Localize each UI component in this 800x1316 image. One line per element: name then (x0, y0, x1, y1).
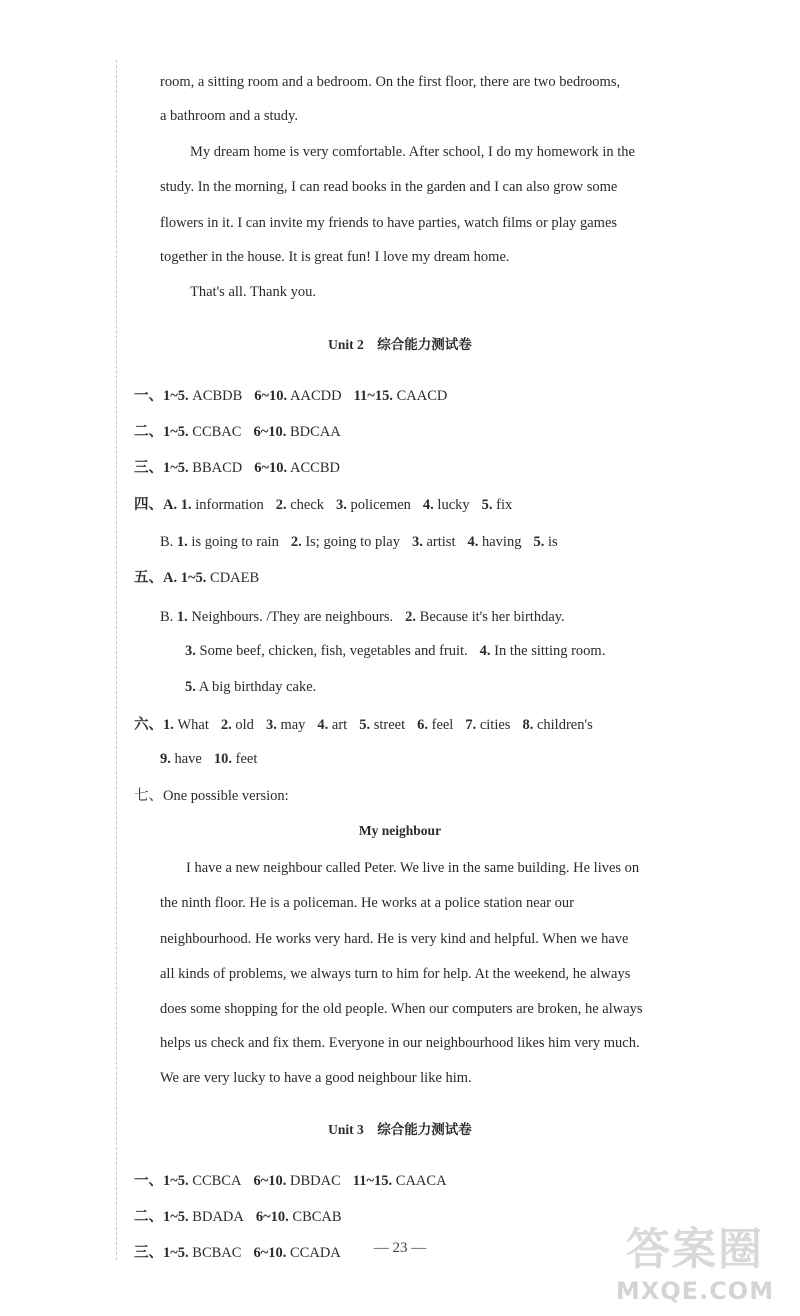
unit2-section-5a: 五、A. 1~5. CDAEB (134, 570, 260, 586)
unit2-section-6-line1: 六、1. What 2. old 3. may 4. art 5. street 6. feel 7. cities 8. children's (134, 717, 593, 733)
essay-line: room, a sitting room and a bedroom. On the first floor, there are two bedrooms, (160, 74, 621, 90)
unit3-section-2: 二、1~5. BDADA 6~10. CBCAB (134, 1209, 342, 1225)
essay-line: a bathroom and a study. (160, 108, 298, 124)
essay-line: the ninth floor. He is a policeman. He works at a police station near our (160, 895, 574, 911)
binding-margin-line (116, 60, 117, 1260)
unit2-section-4b: B. 1. is going to rain 2. Is; going to play 3. artist 4. having 5. is (160, 534, 558, 550)
essay-line: does some shopping for the old people. When our computers are broken, he always (160, 1001, 643, 1017)
essay-line: That's all. Thank you. (190, 284, 316, 300)
essay-line: I have a new neighbour called Peter. We live in the same building. He lives on (186, 860, 640, 876)
watermark-logo (610, 1225, 780, 1310)
essay-line: study. In the morning, I can read books in the garden and I can also grow some (160, 179, 618, 195)
essay-line: all kinds of problems, we always turn to him for help. At the weekend, he always (160, 966, 631, 982)
unit2-section-2: 二、1~5. CCBAC 6~10. BDCAA (134, 424, 341, 440)
unit3-section-3: 三、1~5. BCBAC 6~10. CCADA (134, 1245, 341, 1261)
unit2-section-7: 七、One possible version: (134, 788, 289, 804)
unit2-section-5b-line1: B. 1. Neighbours. /They are neighbours. 2. Because it's her birthday. (160, 609, 565, 625)
unit2-section-3: 三、1~5. BBACD 6~10. ACCBD (134, 460, 340, 476)
watermark-text: 答案圈 (626, 1224, 764, 1275)
watermark-url: MXQE.COM (615, 1277, 775, 1305)
unit2-section-4a: 四、A. 1. information 2. check 3. policemen 4. lucky 5. fix (134, 497, 513, 513)
essay-line: together in the house. It is great fun! I love my dream home. (160, 249, 510, 265)
unit2-section-5b-line2: 3. Some beef, chicken, fish, vegetables and fruit. 4. In the sitting room. (185, 643, 606, 659)
page-number: — 23 — (373, 1240, 427, 1256)
unit3-title: Unit 3 综合能力测试卷 (328, 1122, 472, 1137)
essay-title: My neighbour (358, 823, 442, 838)
essay-line: My dream home is very comfortable. After school, I do my homework in the (190, 144, 635, 160)
essay-line: neighbourhood. He works very hard. He is very kind and helpful. When we have (160, 931, 629, 947)
essay-line: We are very lucky to have a good neighbour like him. (160, 1070, 472, 1086)
unit3-section-1: 一、1~5. CCBCA 6~10. DBDAC 11~15. CAACA (134, 1173, 447, 1189)
unit2-section-5b-line3: 5. A big birthday cake. (185, 679, 317, 695)
unit2-section-6-line2: 9. have 10. feet (160, 751, 258, 767)
unit2-title: Unit 2 综合能力测试卷 (328, 337, 472, 352)
essay-line: flowers in it. I can invite my friends to have parties, watch films or play games (160, 215, 618, 231)
essay-line: helps us check and fix them. Everyone in our neighbourhood likes him very much. (160, 1035, 640, 1051)
unit2-section-1: 一、1~5. ACBDB 6~10. AACDD 11~15. CAACD (134, 388, 448, 404)
